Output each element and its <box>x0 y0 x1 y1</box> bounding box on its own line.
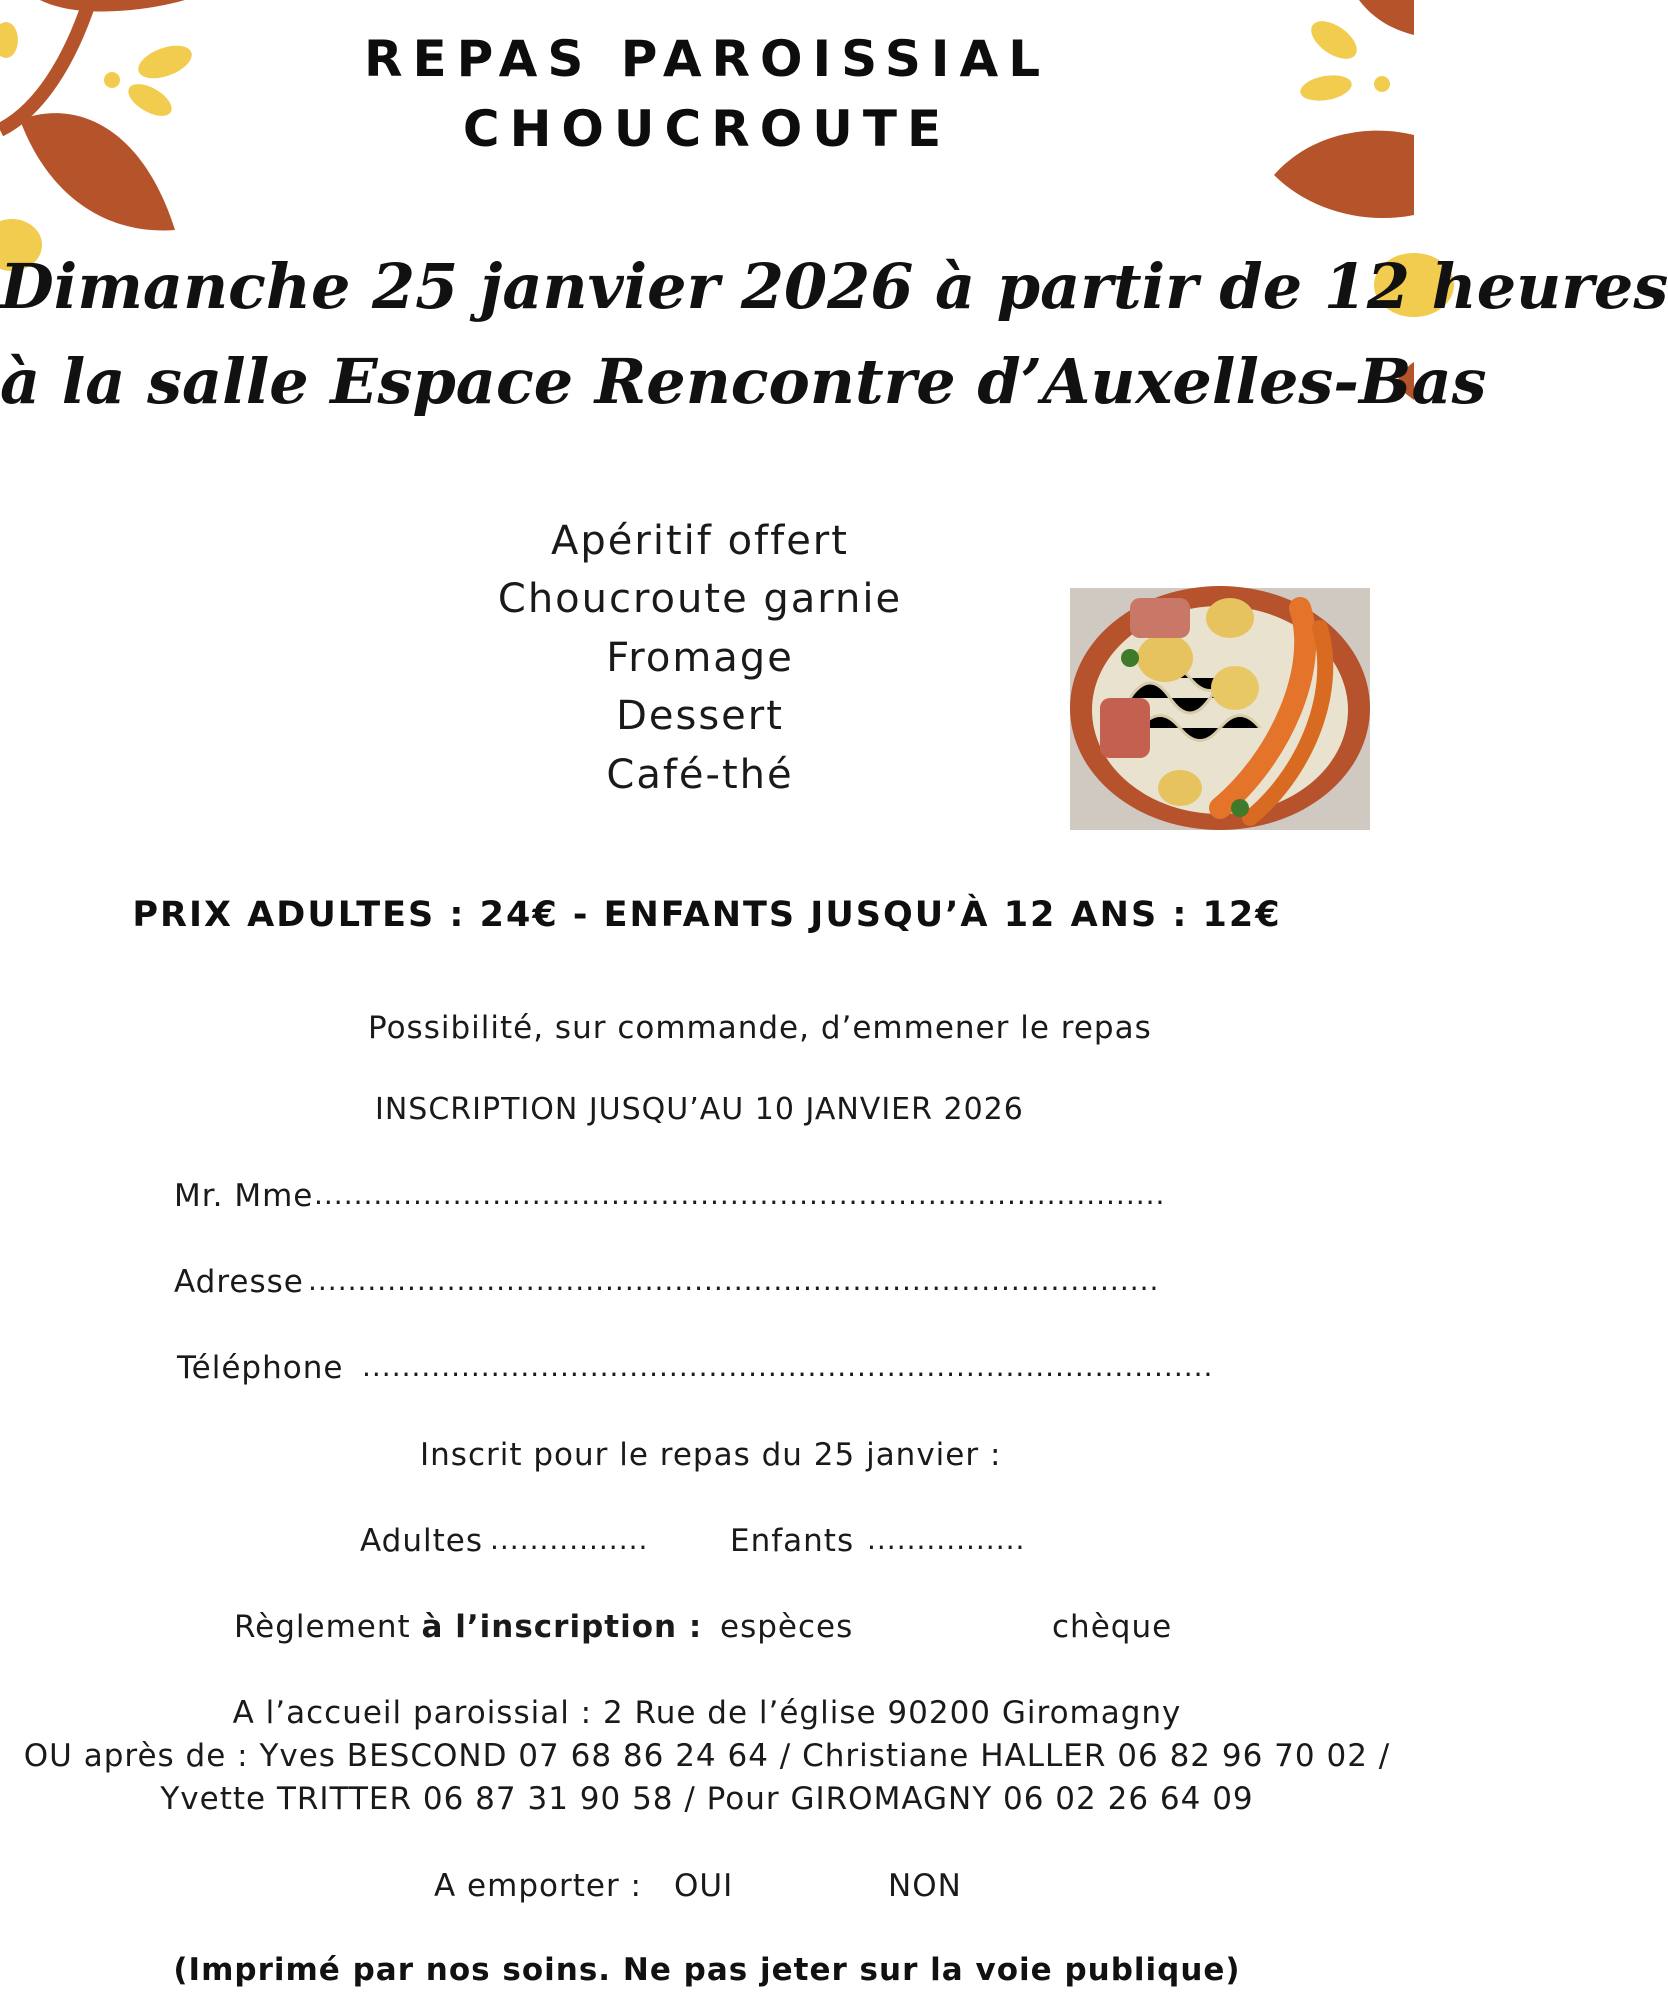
address-label: Adresse <box>174 1264 304 1300</box>
phone-label: Téléphone <box>177 1350 344 1386</box>
adults-count-field[interactable]: ................ <box>490 1523 649 1556</box>
children-count-field[interactable]: ................ <box>867 1523 1026 1556</box>
registered-line: Inscrit pour le repas du 25 janvier : <box>420 1437 1002 1473</box>
address-field[interactable]: ...................................................................................... <box>308 1264 1160 1297</box>
children-label: Enfants <box>730 1523 855 1559</box>
payment-emphasis: à l’inscription : <box>421 1609 703 1645</box>
menu-item-cafe: Café-thé <box>606 752 794 798</box>
event-title: REPAS PAROISSIAL <box>363 30 1051 88</box>
menu-item-choucroute: Choucroute garnie <box>497 576 903 622</box>
payment-row <box>234 1609 702 1645</box>
footer-notice: (Imprimé par nos soins. Ne pas jeter sur la voie publique) <box>173 1952 1241 1988</box>
registration-deadline: INSCRIPTION JUSQU’AU 10 JANVIER 2026 <box>375 1092 1024 1127</box>
takeaway-label: A emporter : <box>434 1868 642 1904</box>
contact-address: A l’accueil paroissial : 2 Rue de l’église 90200 Giromagny <box>232 1695 1182 1731</box>
choucroute-dish-photo <box>1070 588 1370 830</box>
event-venue: à la salle Espace Rencontre d’Auxelles-Bas <box>0 345 1487 418</box>
event-date: Dimanche 25 janvier 2026 à partir de 12 heures <box>0 250 1668 323</box>
phone-field[interactable]: ...................................................................................... <box>362 1350 1214 1383</box>
takeaway-note: Possibilité, sur commande, d’emmener le repas <box>368 1010 1152 1046</box>
contact-phones-1: OU après de : Yves BESCOND 07 68 86 24 64 / Christiane HALLER 06 82 96 70 02 / <box>23 1738 1391 1774</box>
payment-option-cash[interactable]: espèces <box>720 1609 854 1645</box>
payment-option-cheque[interactable]: chèque <box>1052 1609 1173 1645</box>
choucroute-dish-icon <box>1070 588 1370 830</box>
menu-item-aperitif: Apéritif offert <box>551 518 849 564</box>
name-label: Mr. Mme <box>174 1178 314 1214</box>
event-subtitle: CHOUCROUTE <box>462 100 952 158</box>
takeaway-option-yes[interactable]: OUI <box>674 1868 734 1904</box>
price-info: PRIX ADULTES : 24€ - ENFANTS JUSQU’À 12 ANS : 12€ <box>132 895 1282 935</box>
menu-item-dessert: Dessert <box>616 693 784 739</box>
payment-label: Règlement <box>234 1609 411 1645</box>
contact-phones-2: Yvette TRITTER 06 87 31 90 58 / Pour GIROMAGNY 06 02 26 64 09 <box>160 1781 1254 1817</box>
name-field[interactable]: ...................................................................................... <box>314 1178 1166 1211</box>
adults-label: Adultes <box>360 1523 483 1559</box>
takeaway-option-no[interactable]: NON <box>888 1868 962 1904</box>
menu-item-fromage: Fromage <box>606 635 794 681</box>
